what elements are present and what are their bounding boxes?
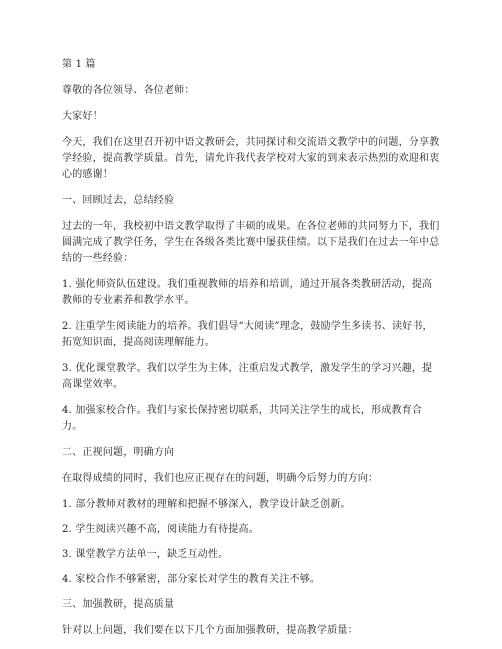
section1-item-4: 4. 加强家校合作。我们与家长保持密切联系，共同关注学生的成长，形成教育合力。	[62, 405, 423, 432]
section-heading-3: 三、加强教研，提高质量	[62, 599, 175, 610]
section2-item-1: 1. 部分教师对教材的理解和把握不够深入，教学设计缺乏创新。	[62, 499, 351, 510]
section-heading-2: 二、正视问题，明确方向	[62, 447, 175, 458]
greeting: 大家好！	[62, 111, 103, 122]
section-heading-1: 一、回顾过去，总结经验	[62, 195, 175, 206]
section2-item-2: 2. 学生阅读兴趣不高，阅读能力有待提高。	[62, 524, 259, 535]
section2-item-3: 3. 课堂教学方法单一，缺乏互动性。	[62, 549, 229, 560]
salutation: 尊敬的各位领导、各位老师：	[62, 85, 195, 96]
section1-item-2: 2. 注重学生阅读能力的培养。我们倡导“大阅读”理念，鼓励学生多读书、读好书，拓宽知识面，提高阅读理解能力。	[62, 321, 433, 348]
section1-item-3: 3. 优化课堂教学。我们以学生为主体，注重启发式教学，激发学生的学习兴趣，提高课堂效率。	[62, 363, 433, 390]
section1-intro: 过去的一年，我校初中语文教学取得了丰硕的成果。在各位老师的共同努力下，我们圆满完成了教学任务，学生在各级各类比赛中屡获佳绩。以下是我们在过去一年中总结的一些经验：	[62, 221, 440, 264]
intro-paragraph: 今天，我们在这里召开初中语文教研会，共同探讨和交流语文教学中的问题，分享教学经验，提高教学质量。首先，请允许我代表学校对大家的到来表示热烈的欢迎和衷心的感谢！	[62, 137, 440, 180]
section2-item-4: 4. 家校合作不够紧密，部分家长对学生的教育关注不够。	[62, 574, 321, 585]
section2-intro: 在取得成绩的同时，我们也应正视存在的问题，明确今后努力的方向：	[62, 473, 379, 484]
document-body	[62, 57, 442, 649]
section3-intro: 针对以上问题，我们要在以下几个方面加强教研，提高教学质量：	[62, 625, 358, 636]
section1-item-1: 1. 强化师资队伍建设。我们重视教师的培养和培训，通过开展各类教研活动，提高教师的专业素养和教学水平。	[62, 279, 433, 306]
page-label: 第 1 篇	[62, 59, 96, 70]
